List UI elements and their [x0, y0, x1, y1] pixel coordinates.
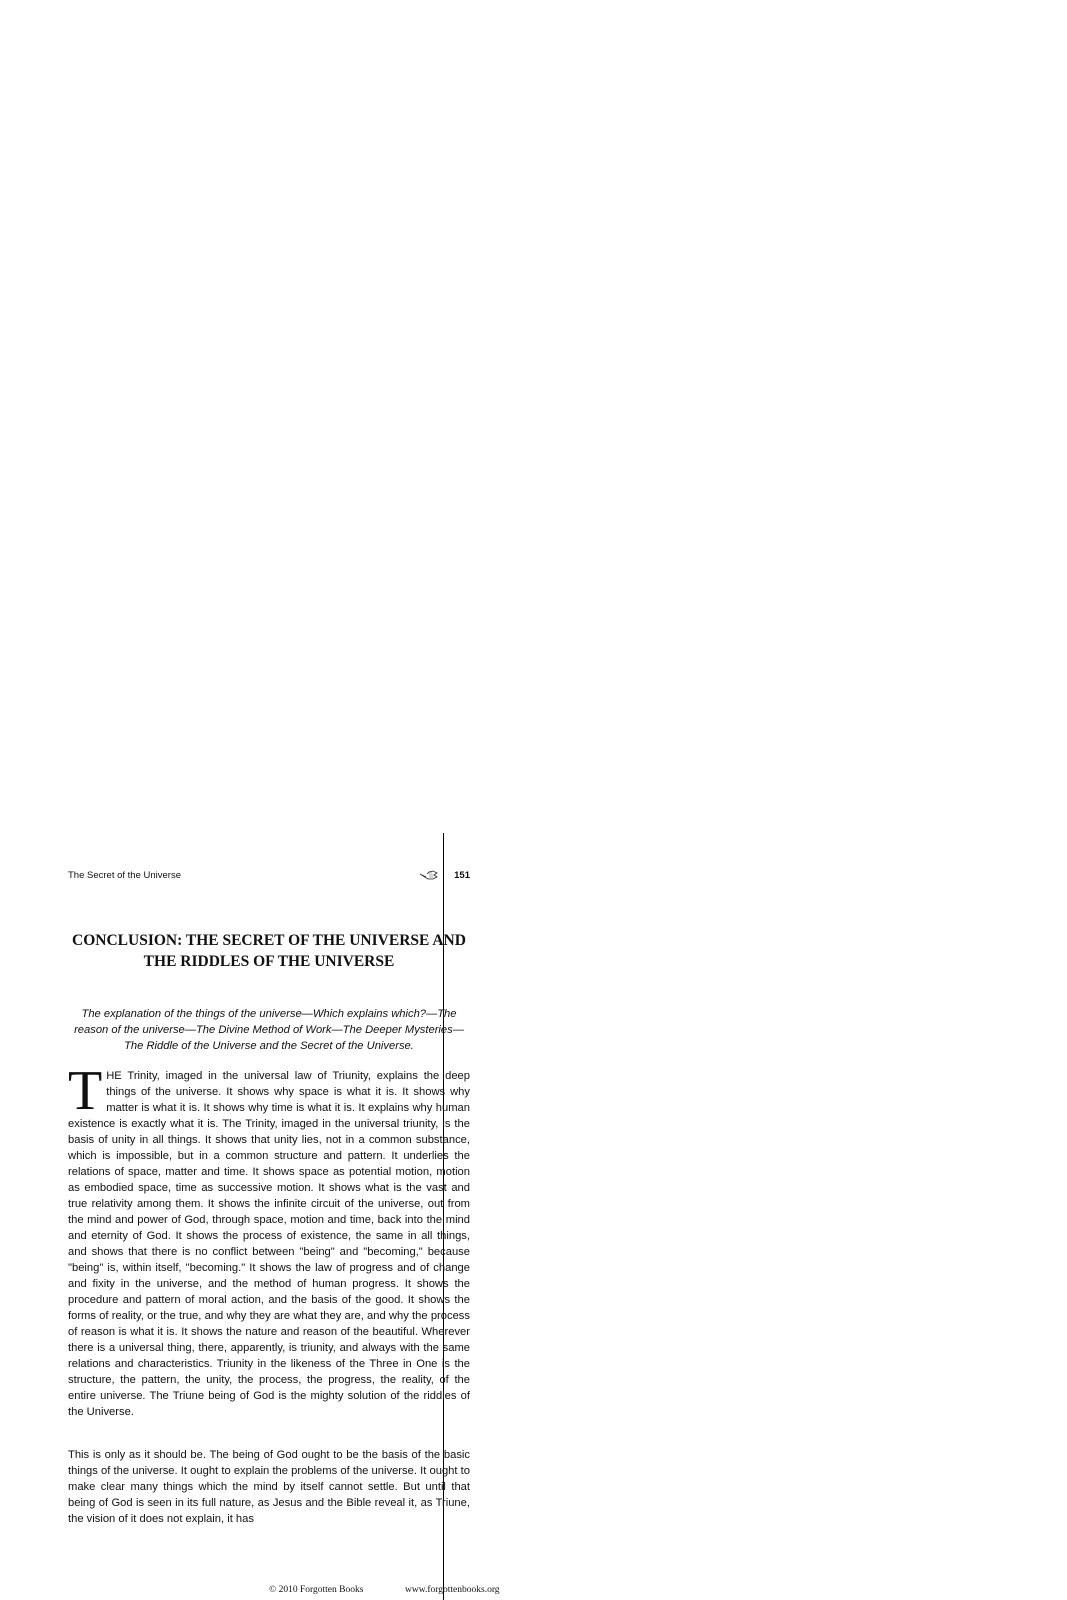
paragraph-1-text: HE Trinity, imaged in the universal law of Triunity, explains the deep things of the universe. It shows why space is what it is. It shows why matter is what it is. It shows why time is what it is. It explains why human existence is exactly what it is. The Trinity, imaged in the universal triunity, is the basis of unity in all things. It shows that unity lies, not in a common substance, which is impossible, but in a common structure and pattern. It underlies the relations of space, matter and time. It shows space as potential motion, motion as embodied space, time as successive motion. It shows what is the vast and true relativity among them. It shows the infinite circuit of the universe, out from the mind and power of God, through space, motion and time, back into the mind and eternity of God. It shows the process of existence, the same in all things, and shows that there is no conflict between "being" and "becoming," because "being" is, within itself, "becoming." It shows the law of progress and of change and fixity in the universe, and the method of human progress. It shows the procedure and pattern of moral action, and the basis of the good. It shows the forms of reality, or the true, and why they are what they are, and why the process of reason is what it is. It shows the nature and reason of the beautiful. Wherever there is a universal thing, there, apparently, is triunity, and always with the same relations and characteristics. Triunity in the likeness of the Three in One is the structure, the pattern, the unity, the process, the progress, the reality, of the entire universe. The Triune being of God is the mighty solution of the riddles of the Universe. [68, 1070, 470, 1418]
running-head-title: The Secret of the Universe [68, 870, 181, 881]
chapter-epigraph: The explanation of the things of the universe—Which explains which?—The reason of the universe—The Divine Method of Work—The Deeper Mysteries—The Riddle of the Universe and the Secret of the Universe. [74, 1008, 464, 1052]
running-head [68, 868, 470, 884]
drop-cap: T [68, 1060, 103, 1122]
pointing-hand-icon [419, 869, 441, 887]
footer-website: www.forgottenbooks.org [405, 1585, 500, 1595]
chapter-title [68, 930, 470, 972]
page-number: 151 [454, 870, 470, 881]
paragraph-1 [68, 1060, 470, 1420]
footer-copyright: © 2010 Forgotten Books [269, 1585, 364, 1595]
chapter-title-line-1: CONCLUSION: THE SECRET OF THE UNIVERSE AND [72, 932, 466, 949]
paragraph-2: This is only as it should be. The being of God ought to be the basis of the basic things of the universe. It ought to explain the problems of the universe. It ought to make clear many things which the mind by itself cannot settle. But until that being of God is seen in its full nature, as Jesus and the Bible reveal it, as Triune, the vision of it does not explain, it has [68, 1449, 470, 1525]
chapter-title-line-2: THE RIDDLES OF THE UNIVERSE [143, 953, 395, 970]
